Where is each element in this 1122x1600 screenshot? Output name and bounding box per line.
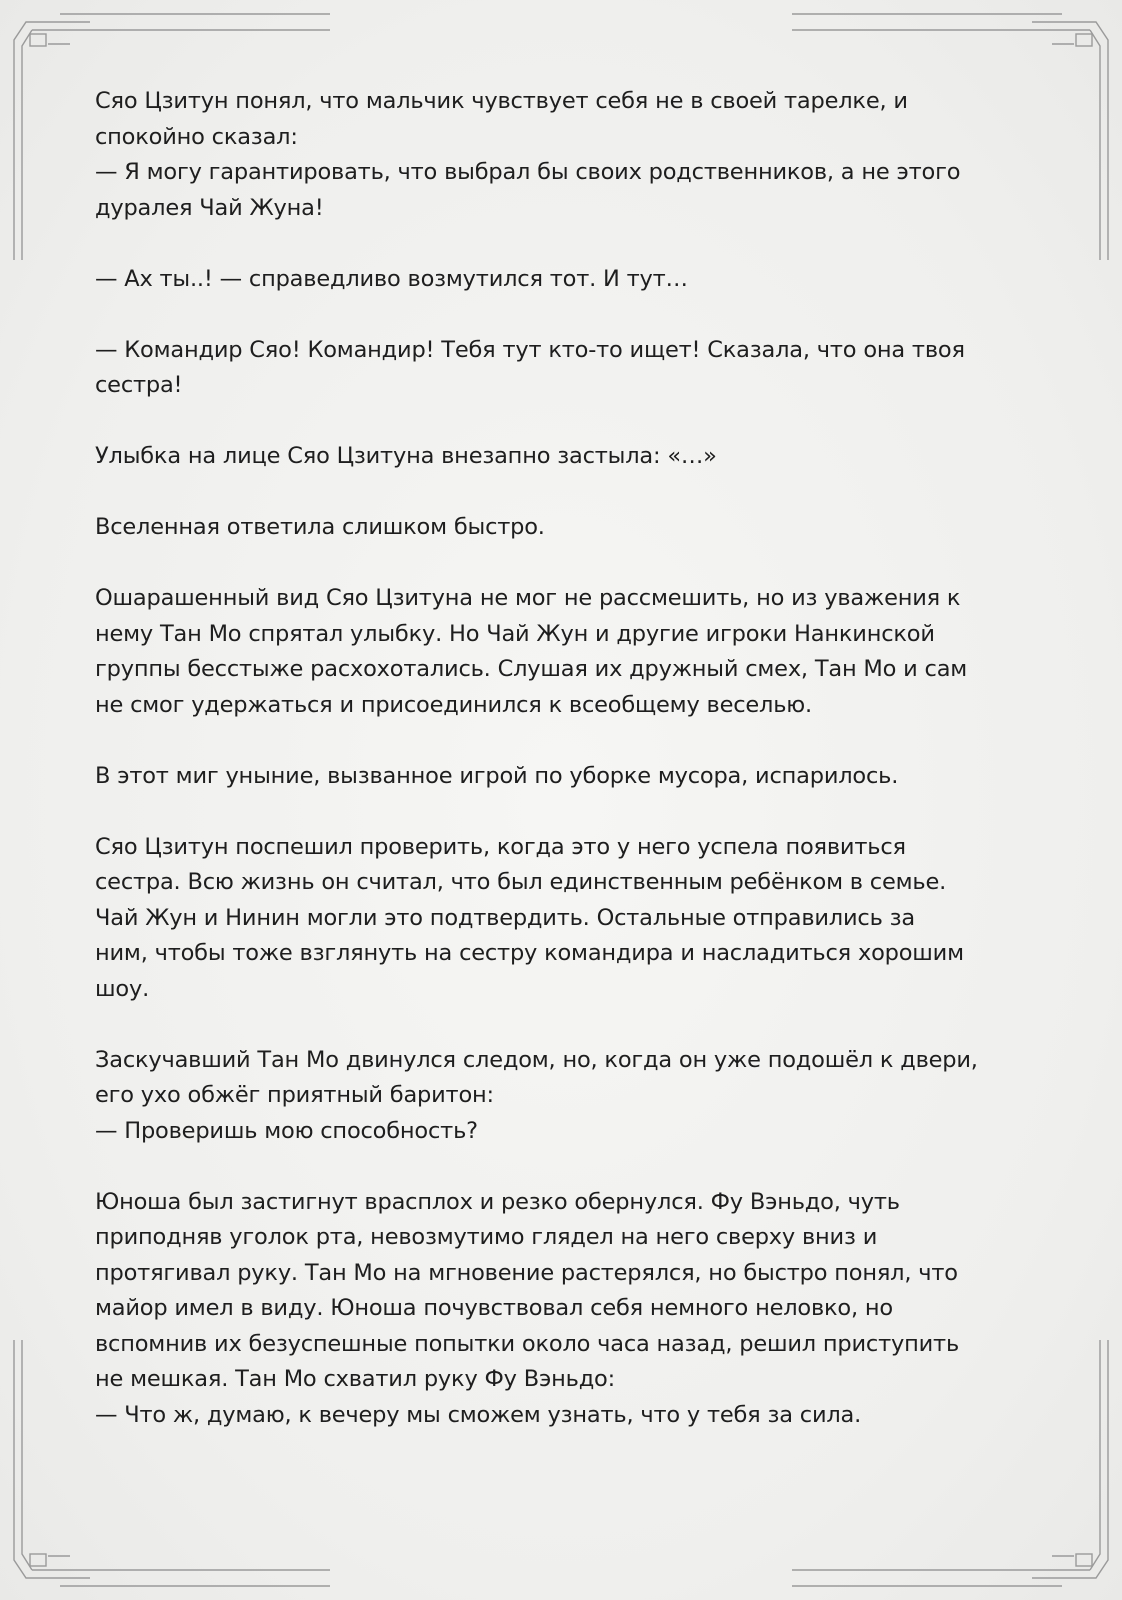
text-line: нему Тан Мо спрятал улыбку. Но Чай Жун и другие игроки Нанкинской (95, 620, 935, 647)
text-line: — Ах ты..! — справедливо возмутился тот. И тут… (95, 265, 688, 292)
paragraph (95, 333, 1025, 404)
text-line: его ухо обжёг приятный баритон: (95, 1082, 494, 1108)
text-line: Юноша был застигнут врасплох и резко обернулся. Фу Вэньдо, чуть (95, 1188, 900, 1215)
text-line: Сяо Цзитун поспешил проверить, когда это у него успела появиться (95, 833, 906, 860)
text-line: вспомнив их безуспешные попытки около часа назад, решил приступить (95, 1330, 960, 1357)
text-line: сестра! (95, 372, 183, 398)
text-line: протягивал руку. Тан Мо на мгновение растерялся, но быстро понял, что (95, 1259, 958, 1286)
paragraph (95, 759, 1025, 795)
paragraph (95, 1043, 1025, 1150)
text-line: шоу. (95, 975, 150, 1002)
paragraph (95, 510, 1025, 546)
text-line: — Что ж, думаю, к вечеру мы сможем узнать, что у тебя за сила. (95, 1401, 862, 1428)
text-line: — Командир Сяо! Командир! Тебя тут кто-то ищет! Сказала, что она твоя (95, 336, 965, 363)
paragraph (95, 581, 1025, 723)
text-line: приподняв уголок рта, невозмутимо глядел на него сверху вниз и (95, 1224, 878, 1250)
text-line: ним, чтобы тоже взглянуть на сестру командира и насладиться хорошим (95, 940, 964, 966)
text-line: майор имел в виду. Юноша почувствовал себя немного неловко, но (95, 1295, 893, 1321)
paragraph (95, 262, 1025, 298)
text-line: Улыбка на лице Сяо Цзитуна внезапно застыла: «…» (95, 443, 717, 469)
text-line: Заскучавший Тан Мо двинулся следом, но, когда он уже подошёл к двери, (95, 1046, 978, 1073)
text-line: дуралея Чай Жуна! (95, 194, 324, 221)
paragraph (95, 439, 1025, 475)
paragraph (95, 1185, 1025, 1434)
text-line: В этот миг уныние, вызванное игрой по уборке мусора, испарилось. (95, 762, 899, 789)
text-line: Вселенная ответила слишком быстро. (95, 514, 545, 540)
text-line: Ошарашенный вид Сяо Цзитуна не мог не рассмешить, но из уважения к (95, 585, 961, 611)
text-line: спокойно сказал: (95, 123, 298, 150)
text-line: сестра. Всю жизнь он считал, что был единственным ребёнком в семье. (95, 869, 947, 895)
text-line: группы бесстыже расхохотались. Слушая их дружный смех, Тан Мо и сам (95, 656, 968, 682)
text-line: Сяо Цзитун понял, что мальчик чувствует себя не в своей тарелке, и (95, 88, 908, 114)
text-line: не мешкая. Тан Мо схватил руку Фу Вэньдо: (95, 1366, 616, 1392)
paragraph (95, 84, 1025, 226)
text-line: не смог удержаться и присоединился к всеобщему веселью. (95, 691, 812, 718)
text-line: — Проверишь мою способность? (95, 1117, 478, 1144)
text-line: — Я могу гарантировать, что выбрал бы своих родственников, а не этого (95, 159, 961, 185)
text-line: Чай Жун и Нинин могли это подтвердить. Остальные отправились за (95, 904, 915, 931)
paragraph (95, 830, 1025, 1008)
story-text (95, 84, 1025, 1469)
